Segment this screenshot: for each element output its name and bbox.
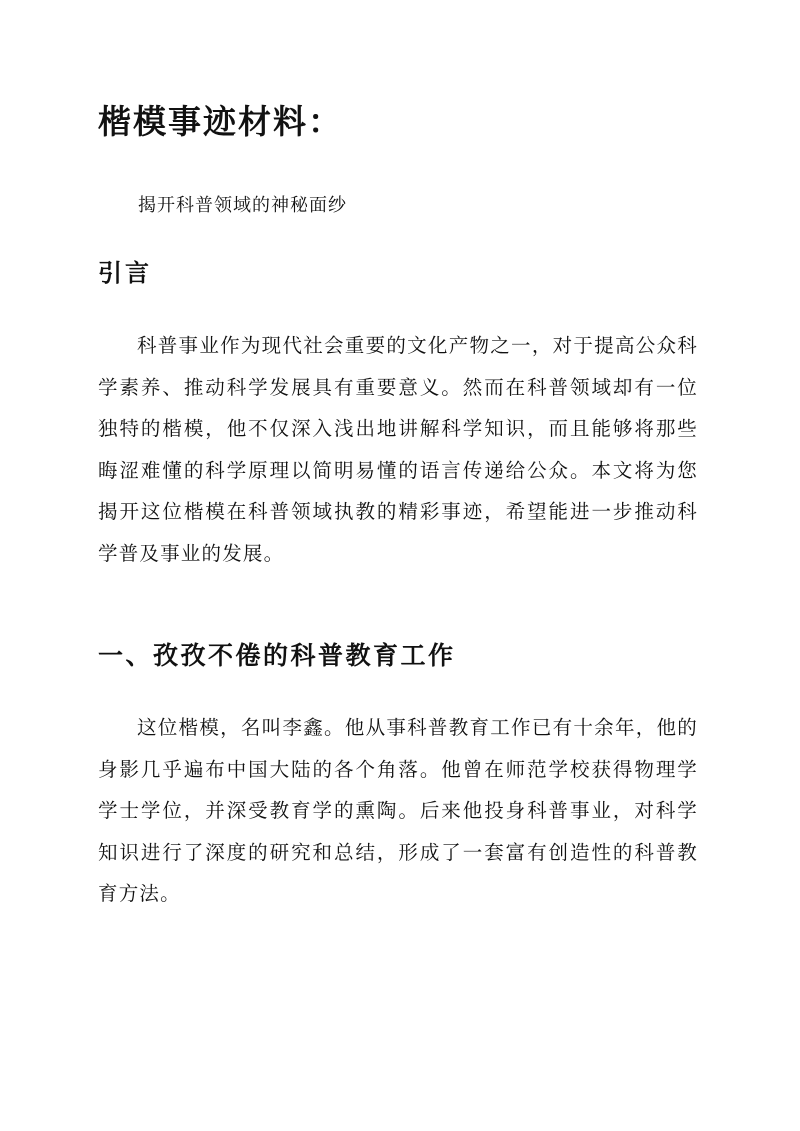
section-1-paragraph: 这位楷模，名叫李鑫。他从事科普教育工作已有十余年，他的身影几乎遍布中国大陆的各个角落。他曾在师范学校获得物理学学士学位，并深受教育学的熏陶。后来他投身科普事业，对科学知识进行了深度的研究和总结，形成了一套富有创造性的科普教育方法。 — [98, 716, 698, 905]
document-subtitle: 揭开科普领域的神秘面纱 — [138, 195, 347, 216]
intro-paragraph: 科普事业作为现代社会重要的文化产物之一，对于提高公众科学素养、推动科学发展具有重要意义。然而在科普领域却有一位独特的楷模，他不仅深入浅出地讲解科学知识，而且能够将那些晦涩难懂的科学原理以简明易懂的语言传递给公众。本文将为您揭开这位楷模在科普领域执教的精彩事迹，希望能进一步推动科学普及事业的发展。 — [98, 334, 698, 565]
document-title: 楷模事迹材料： — [98, 102, 343, 141]
section-1-heading: 一、孜孜不倦的科普教育工作 — [98, 641, 456, 670]
intro-heading: 引言 — [98, 258, 152, 287]
